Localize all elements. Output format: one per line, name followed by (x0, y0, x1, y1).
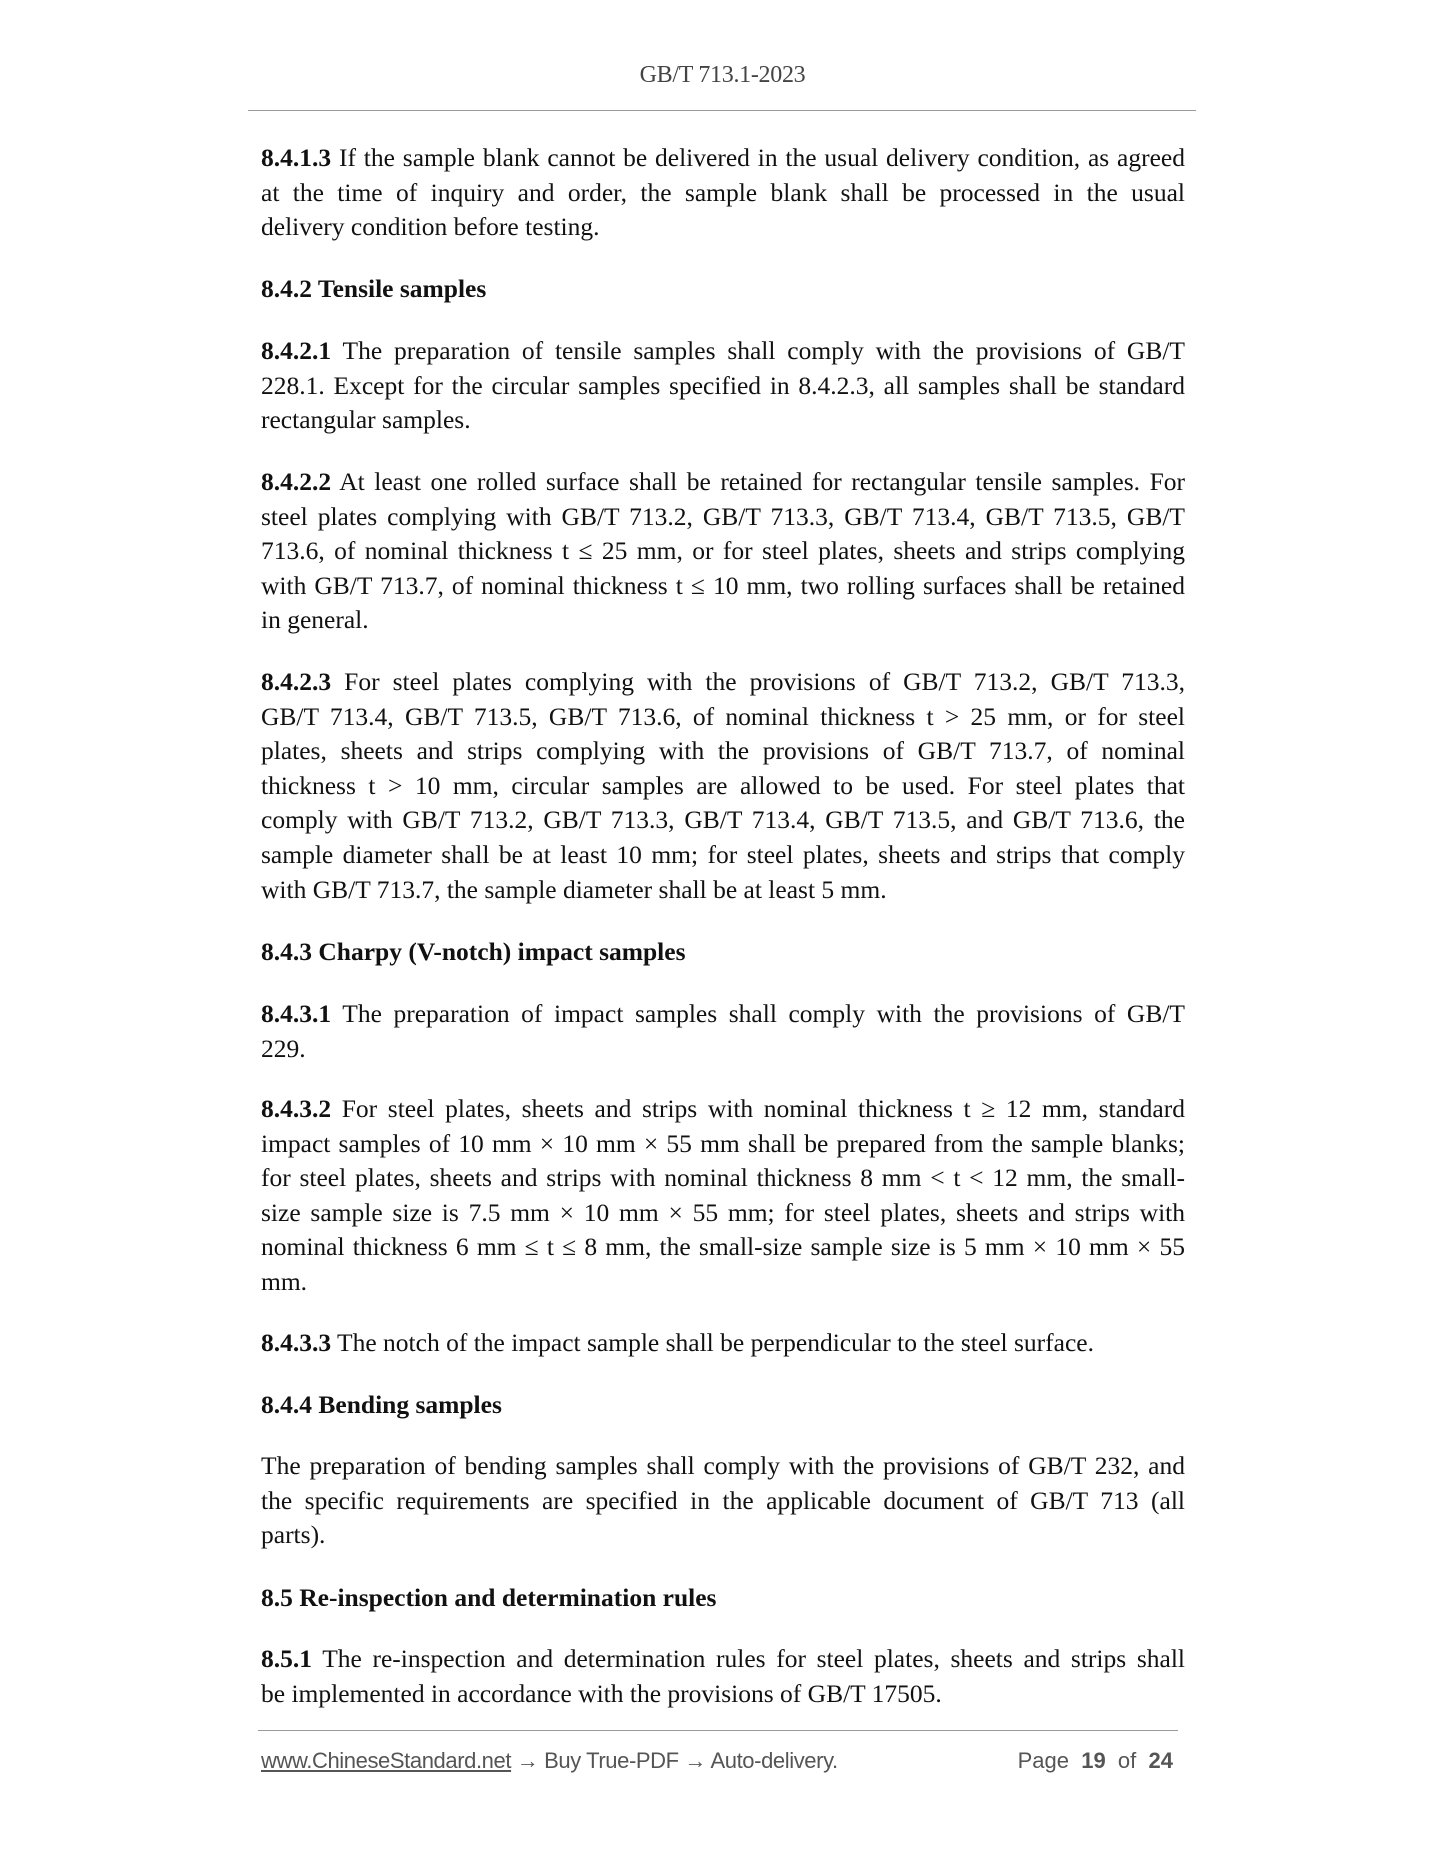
clause-number: 8.5.1 (261, 1644, 312, 1673)
text-line: be implemented in accordance with the provisions of GB/T 17505. (261, 1678, 942, 1708)
clause-number: 8.4.1.3 (261, 143, 332, 172)
text-line: plates, sheets and strips complying with the provisions of GB/T 713.7, of nominal (261, 736, 1185, 766)
text-line: rectangular samples. (261, 405, 471, 435)
text-line: 8.4.1.3 If the sample blank cannot be delivered in the usual delivery condition, as agreed (261, 143, 1185, 172)
promo-text: → Buy True-PDF → Auto-delivery. (511, 1748, 838, 1773)
text-line: 713.6, of nominal thickness t ≤ 25 mm, or for steel plates, sheets and strips complying (261, 536, 1185, 566)
clause-8-4-1-3 (261, 141, 1185, 245)
clause-8-4-3-2 (261, 1092, 1185, 1300)
footer-promo (261, 1748, 838, 1774)
page-header-title: GB/T 713.1-2023 (639, 62, 806, 88)
section-heading-8-4-3: 8.4.3 Charpy (V-notch) impact samples (261, 937, 686, 966)
text-line: parts). (261, 1520, 326, 1550)
current-page: 19 (1081, 1748, 1106, 1773)
clause-number: 8.4.2.2 (261, 467, 332, 496)
section-heading-8-5: 8.5 Re-inspection and determination rules (261, 1583, 717, 1612)
text-line: 228.1. Except for the circular samples specified in 8.4.2.3, all samples shall be standard (261, 370, 1185, 400)
total-pages: 24 (1148, 1748, 1173, 1773)
text-line: mm. (261, 1266, 308, 1296)
clause-number: 8.4.2.1 (261, 336, 332, 365)
text-line: size sample size is 7.5 mm × 10 mm × 55 mm; for steel plates, sheets and strips with (261, 1197, 1185, 1227)
text-line: 8.4.3.3 The notch of the impact sample shall be perpendicular to the steel surface. (261, 1328, 1094, 1357)
text-line: 8.4.3.2 For steel plates, sheets and strips with nominal thickness t ≥ 12 mm, standard (261, 1094, 1185, 1123)
text-line: impact samples of 10 mm × 10 mm × 55 mm shall be prepared from the sample blanks; (261, 1128, 1185, 1158)
text-line: sample diameter shall be at least 10 mm; for steel plates, sheets and strips that comply (261, 839, 1185, 869)
header-divider (248, 110, 1196, 111)
text-line: at the time of inquiry and order, the sample blank shall be processed in the usual (261, 177, 1185, 207)
clause-8-5-1 (261, 1642, 1185, 1711)
text-line: 8.4.3.1 The preparation of impact samples shall comply with the provisions of GB/T (261, 999, 1185, 1028)
section-heading-8-4-4: 8.4.4 Bending samples (261, 1390, 502, 1419)
text-line: in general. (261, 605, 369, 635)
clause-number: 8.4.3.3 (261, 1328, 332, 1357)
text-line: for steel plates, sheets and strips with nominal thickness 8 mm < t < 12 mm, the small- (261, 1163, 1185, 1193)
clause-8-4-4-body (261, 1449, 1185, 1553)
text-line: nominal thickness 6 mm ≤ t ≤ 8 mm, the small-size sample size is 5 mm × 10 mm × 55 (261, 1232, 1185, 1262)
text-line: with GB/T 713.7, of nominal thickness t ≤ 10 mm, two rolling surfaces shall be retained (261, 570, 1185, 600)
text-line: with GB/T 713.7, the sample diameter shall be at least 5 mm. (261, 874, 887, 904)
text-line: GB/T 713.4, GB/T 713.5, GB/T 713.6, of nominal thickness t > 25 mm, or for steel (261, 701, 1185, 731)
page-footer (261, 1748, 1181, 1778)
page-indicator: Page 19 of 24 (1017, 1748, 1173, 1773)
text-line: 8.4.2.2 At least one rolled surface shall be retained for rectangular tensile samples. For (261, 467, 1185, 496)
text-line: The preparation of bending samples shall comply with the provisions of GB/T 232, and (261, 1451, 1185, 1480)
website-link[interactable]: www.ChineseStandard.net (261, 1748, 512, 1773)
text-line: 8.4.2.3 For steel plates complying with the provisions of GB/T 713.2, GB/T 713.3, (261, 667, 1185, 696)
text-line: 8.5.1 The re-inspection and determination rules for steel plates, sheets and strips shall (261, 1644, 1185, 1673)
clause-8-4-2-2 (261, 465, 1185, 638)
text-line: comply with GB/T 713.2, GB/T 713.3, GB/T 713.4, GB/T 713.5, and GB/T 713.6, the (261, 805, 1185, 835)
clause-8-4-3-3 (261, 1326, 1185, 1361)
text-line: steel plates complying with GB/T 713.2, GB/T 713.3, GB/T 713.4, GB/T 713.5, GB/T (261, 501, 1185, 531)
text-line: 8.4.2.1 The preparation of tensile samples shall comply with the provisions of GB/T (261, 336, 1185, 365)
clause-8-4-3-1 (261, 997, 1185, 1066)
clause-number: 8.4.3.1 (261, 999, 332, 1028)
text-line: 229. (261, 1033, 306, 1063)
clause-8-4-2-3 (261, 665, 1185, 907)
text-line: the specific requirements are specified in the applicable document of GB/T 713 (all (261, 1485, 1185, 1515)
clause-8-4-2-1 (261, 334, 1185, 438)
clause-number: 8.4.3.2 (261, 1094, 332, 1123)
section-heading-8-4-2: 8.4.2 Tensile samples (261, 274, 487, 303)
footer-divider (258, 1730, 1178, 1731)
clause-number: 8.4.2.3 (261, 667, 332, 696)
text-line: thickness t > 10 mm, circular samples are allowed to be used. For steel plates that (261, 770, 1185, 800)
text-line: delivery condition before testing. (261, 212, 600, 242)
